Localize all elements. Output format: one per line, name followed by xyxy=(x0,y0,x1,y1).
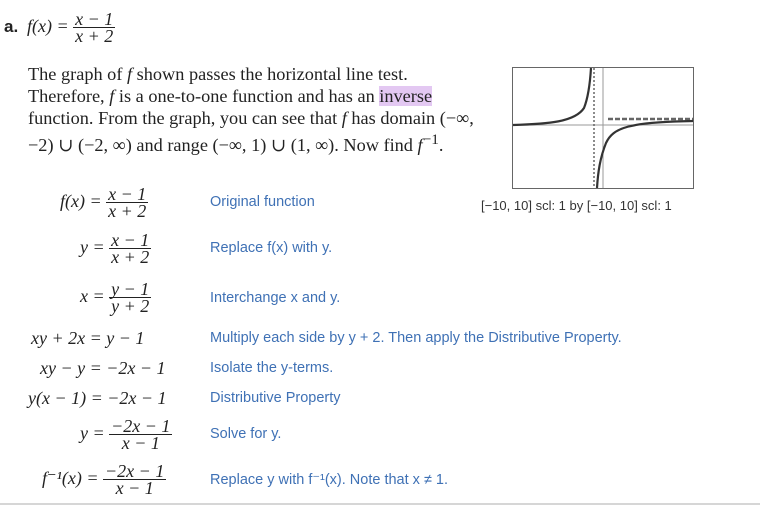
step-1-equation: f(x) = $\frac{x - 1}{x + 2}$ xyxy=(60,184,147,221)
problem-function xyxy=(27,11,115,45)
problem-denominator: x + 2 xyxy=(75,26,114,46)
step-8-equation: f⁻¹(x) = $\frac{-2x - 1}{x - 1}$ xyxy=(42,461,165,498)
left-branch xyxy=(513,68,591,125)
explanation-paragraph: The graph of f shown passes the horizontal line test. Therefore, f is a one-to-one function and has an inverse function. From the graph, you can see that f has domain (−∞, −2) ∪ (−2, ∞) and range (−∞, 1) ∪ (1, ∞). Now find $f^{-1}$. xyxy=(28,64,474,156)
step-7-note: Solve for y. xyxy=(210,426,282,442)
problem-numerator: x − 1 xyxy=(75,9,114,29)
step-3-equation: x = $\frac{y - 1}{y + 2}$ xyxy=(80,279,150,316)
step-7-equation: y = $\frac{-2x - 1}{x - 1}$ xyxy=(80,416,171,453)
step-6-note: Distributive Property xyxy=(210,390,341,406)
step-5-note: Isolate the y-terms. xyxy=(210,360,334,376)
problem-lhs: f(x) = xyxy=(27,16,69,37)
step-8-note: Replace y with f⁻¹(x). Note that x ≠ 1. xyxy=(210,472,449,488)
step-6-equation: y(x − 1) = −2x − 1 xyxy=(28,388,167,408)
graph-svg xyxy=(513,68,693,188)
problem-label: a. xyxy=(4,17,19,36)
step-5-equation: xy − y = −2x − 1 xyxy=(40,358,166,378)
step-2-equation: y = $\frac{x - 1}{x + 2}$ xyxy=(80,230,150,267)
step-4-note: Multiply each side by y + 2. Then apply the Distributive Property. xyxy=(210,330,622,346)
graph-window-caption: [−10, 10] scl: 1 by [−10, 10] scl: 1 xyxy=(481,198,672,213)
highlighted-word[interactable]: inverse xyxy=(379,86,433,106)
right-branch xyxy=(597,121,693,188)
problem-fraction xyxy=(73,11,115,45)
step-1-note: Original function xyxy=(210,194,315,210)
step-4-equation: xy + 2x = y − 1 xyxy=(31,328,145,348)
function-graph xyxy=(512,67,694,189)
step-2-note: Replace f(x) with y. xyxy=(210,240,333,256)
step-3-note: Interchange x and y. xyxy=(210,290,341,306)
